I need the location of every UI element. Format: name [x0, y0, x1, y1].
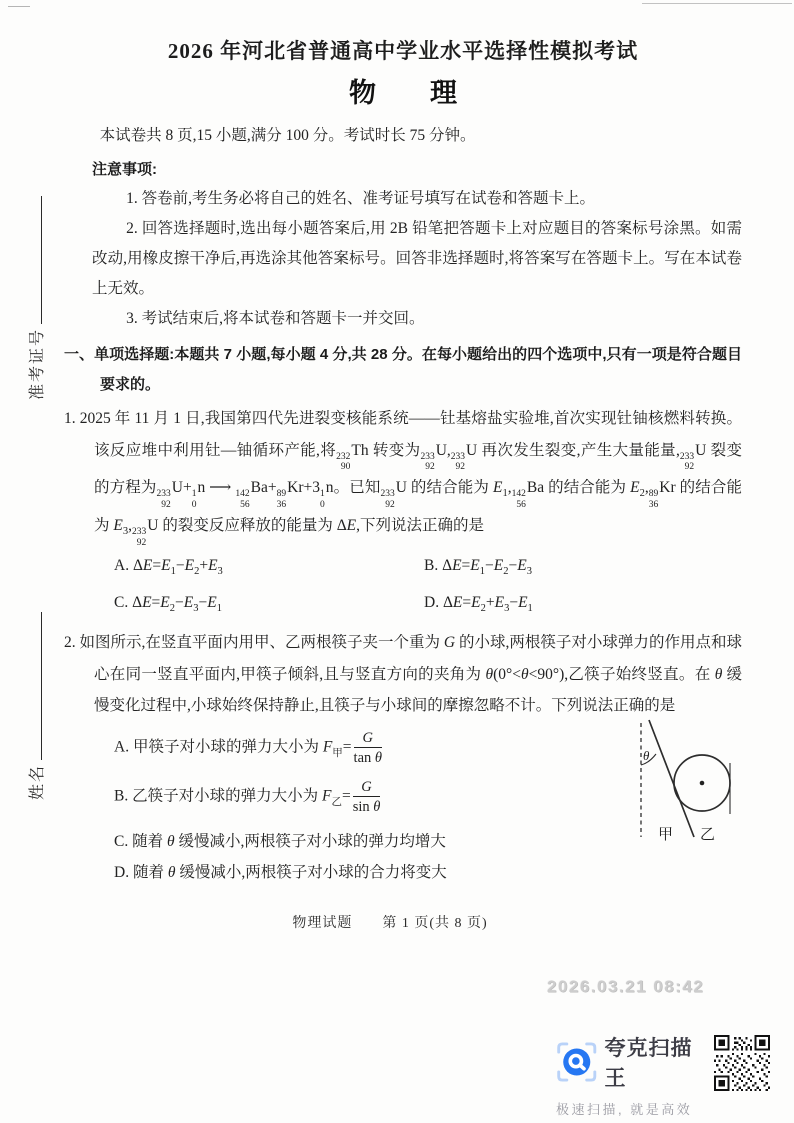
- scanner-brand-footer: [556, 1032, 770, 1117]
- notice-item-3: 3. 考试结束后,将本试卷和答题卡一并交回。: [126, 310, 425, 327]
- question-2-figure: [612, 713, 750, 845]
- scan-timestamp-watermark: 2026.03.21 08:42: [547, 977, 705, 996]
- name-blank-line: [25, 612, 42, 760]
- admission-number-label: 准考证号: [29, 327, 46, 400]
- scanner-brand-name: 夸克扫描王: [604, 1037, 693, 1090]
- qr-code: [714, 1032, 770, 1094]
- subject-title: 物 理: [349, 78, 457, 108]
- name-field: [24, 612, 47, 800]
- scan-crop-mark-top-right: [642, 3, 792, 4]
- scanner-brand-row: [556, 1032, 704, 1092]
- scanner-brand-tagline: 极速扫描, 就是高效: [556, 1102, 693, 1117]
- question-2-option-b: B. 乙筷子对小球的弹力大小为 $F_乙=$ $\frac{G}{\text{sin θ}}$: [114, 778, 381, 815]
- notice-heading: 注意事项:: [92, 161, 157, 178]
- yi-label: 乙: [700, 826, 716, 843]
- admission-number-field: [24, 196, 47, 400]
- ball-center-dot: [700, 781, 705, 786]
- page-number-footer: 物理试题 第 1 页(共 8 页): [292, 916, 488, 931]
- admission-number-blank-line: [25, 196, 42, 324]
- theta-label: θ: [643, 747, 650, 763]
- question-1-option-d: D. $\Delta E=E_2+E_3-E_1$: [424, 594, 533, 615]
- section-one-heading: 一、单项选择题:本题共 7 小题,每小题 4 分,共 28 分。在每小题给出的四个选项中,只有一项是符合题目要求的。: [64, 346, 742, 393]
- notice-item-1: 1. 答卷前,考生务必将自己的姓名、准考证号填写在试卷和答题卡上。: [126, 190, 595, 207]
- jia-label: 甲: [658, 826, 674, 843]
- scan-crop-mark-top-left: [8, 6, 30, 7]
- name-label: 姓名: [29, 763, 46, 800]
- question-1-stem: 1. 2025 年 11 月 1 日,我国第四代先进裂变核能系统——钍基熔盐实验堆,首次实现钍铀核燃料转换。该反应堆中利用钍—铀循环产能,将 232 90 Th 转变为 233 92 U, 233 92 U 再次发生裂变,产生大量能量, 233 92 U 裂变的方程为 233 92 U+ 1 0 n ⟶ 142 56 Ba+ 89 36 Kr+3 1 0 n。已知 233 92 U 的结合能为 $E_1$, 142 56 Ba 的结合能为 $E_2$, 89 36 Kr 的结合能为 $E_3$, 233 92 U 的裂变反应释放的能量为 ΔE,下列说法正确的是: [64, 410, 742, 548]
- chopstick-jia-line: [649, 720, 694, 837]
- scanner-brand-left: [556, 1032, 704, 1118]
- question-1-option-c: C. $\Delta E=E_2-E_3-E_1$: [114, 594, 222, 615]
- question-2-options: [114, 729, 742, 889]
- question-1-option-a: A. $\Delta E=E_1-E_2+E_3$: [114, 557, 223, 578]
- paper-title: 2026 年河北省普通高中学业水平选择性模拟考试: [167, 39, 639, 63]
- exam-info-line: 本试卷共 8 页,15 小题,满分 100 分。考试时长 75 分钟。: [99, 127, 476, 144]
- notice-block: [92, 156, 742, 334]
- question-1-option-b: B. $\Delta E=E_1-E_2-E_3$: [424, 557, 532, 578]
- question-2-option-c: C. 随着 θ 缓慢减小,两根筷子对小球的弹力均增大: [114, 833, 446, 851]
- question-2-option-d: D. 随着 θ 缓慢减小,两根筷子对小球的合力将变大: [114, 864, 447, 882]
- quark-scanner-logo-icon: [556, 1039, 598, 1085]
- question-1-options: [114, 550, 742, 624]
- question-2-stem: 2. 如图所示,在竖直平面内用甲、乙两根筷子夹一个重为 G 的小球,两根筷子对小球弹力的作用点和球心在同一竖直平面内,甲筷子倾斜,且与竖直方向的夹角为 θ(0°<θ<90°),乙筷子始终竖直。在 θ 缓慢变化过程中,小球始终保持静止,且筷子与小球间的摩擦忽略不计。下列说法正确的是: [64, 634, 742, 715]
- question-2-option-a: A. 甲筷子对小球的弹力大小为 $F_甲=$ $\frac{G}{\text{tan θ}}$: [114, 729, 383, 766]
- notice-item-2: 2. 回答选择题时,选出每小题答案后,用 2B 铅笔把答题卡上对应题目的答案标号涂黑。如需改动,用橡皮擦干净后,再选涂其他答案标号。回答非选择题时,将答案写在答题卡上。写在本试卷上无效。: [92, 220, 742, 297]
- paper-content: [64, 36, 742, 888]
